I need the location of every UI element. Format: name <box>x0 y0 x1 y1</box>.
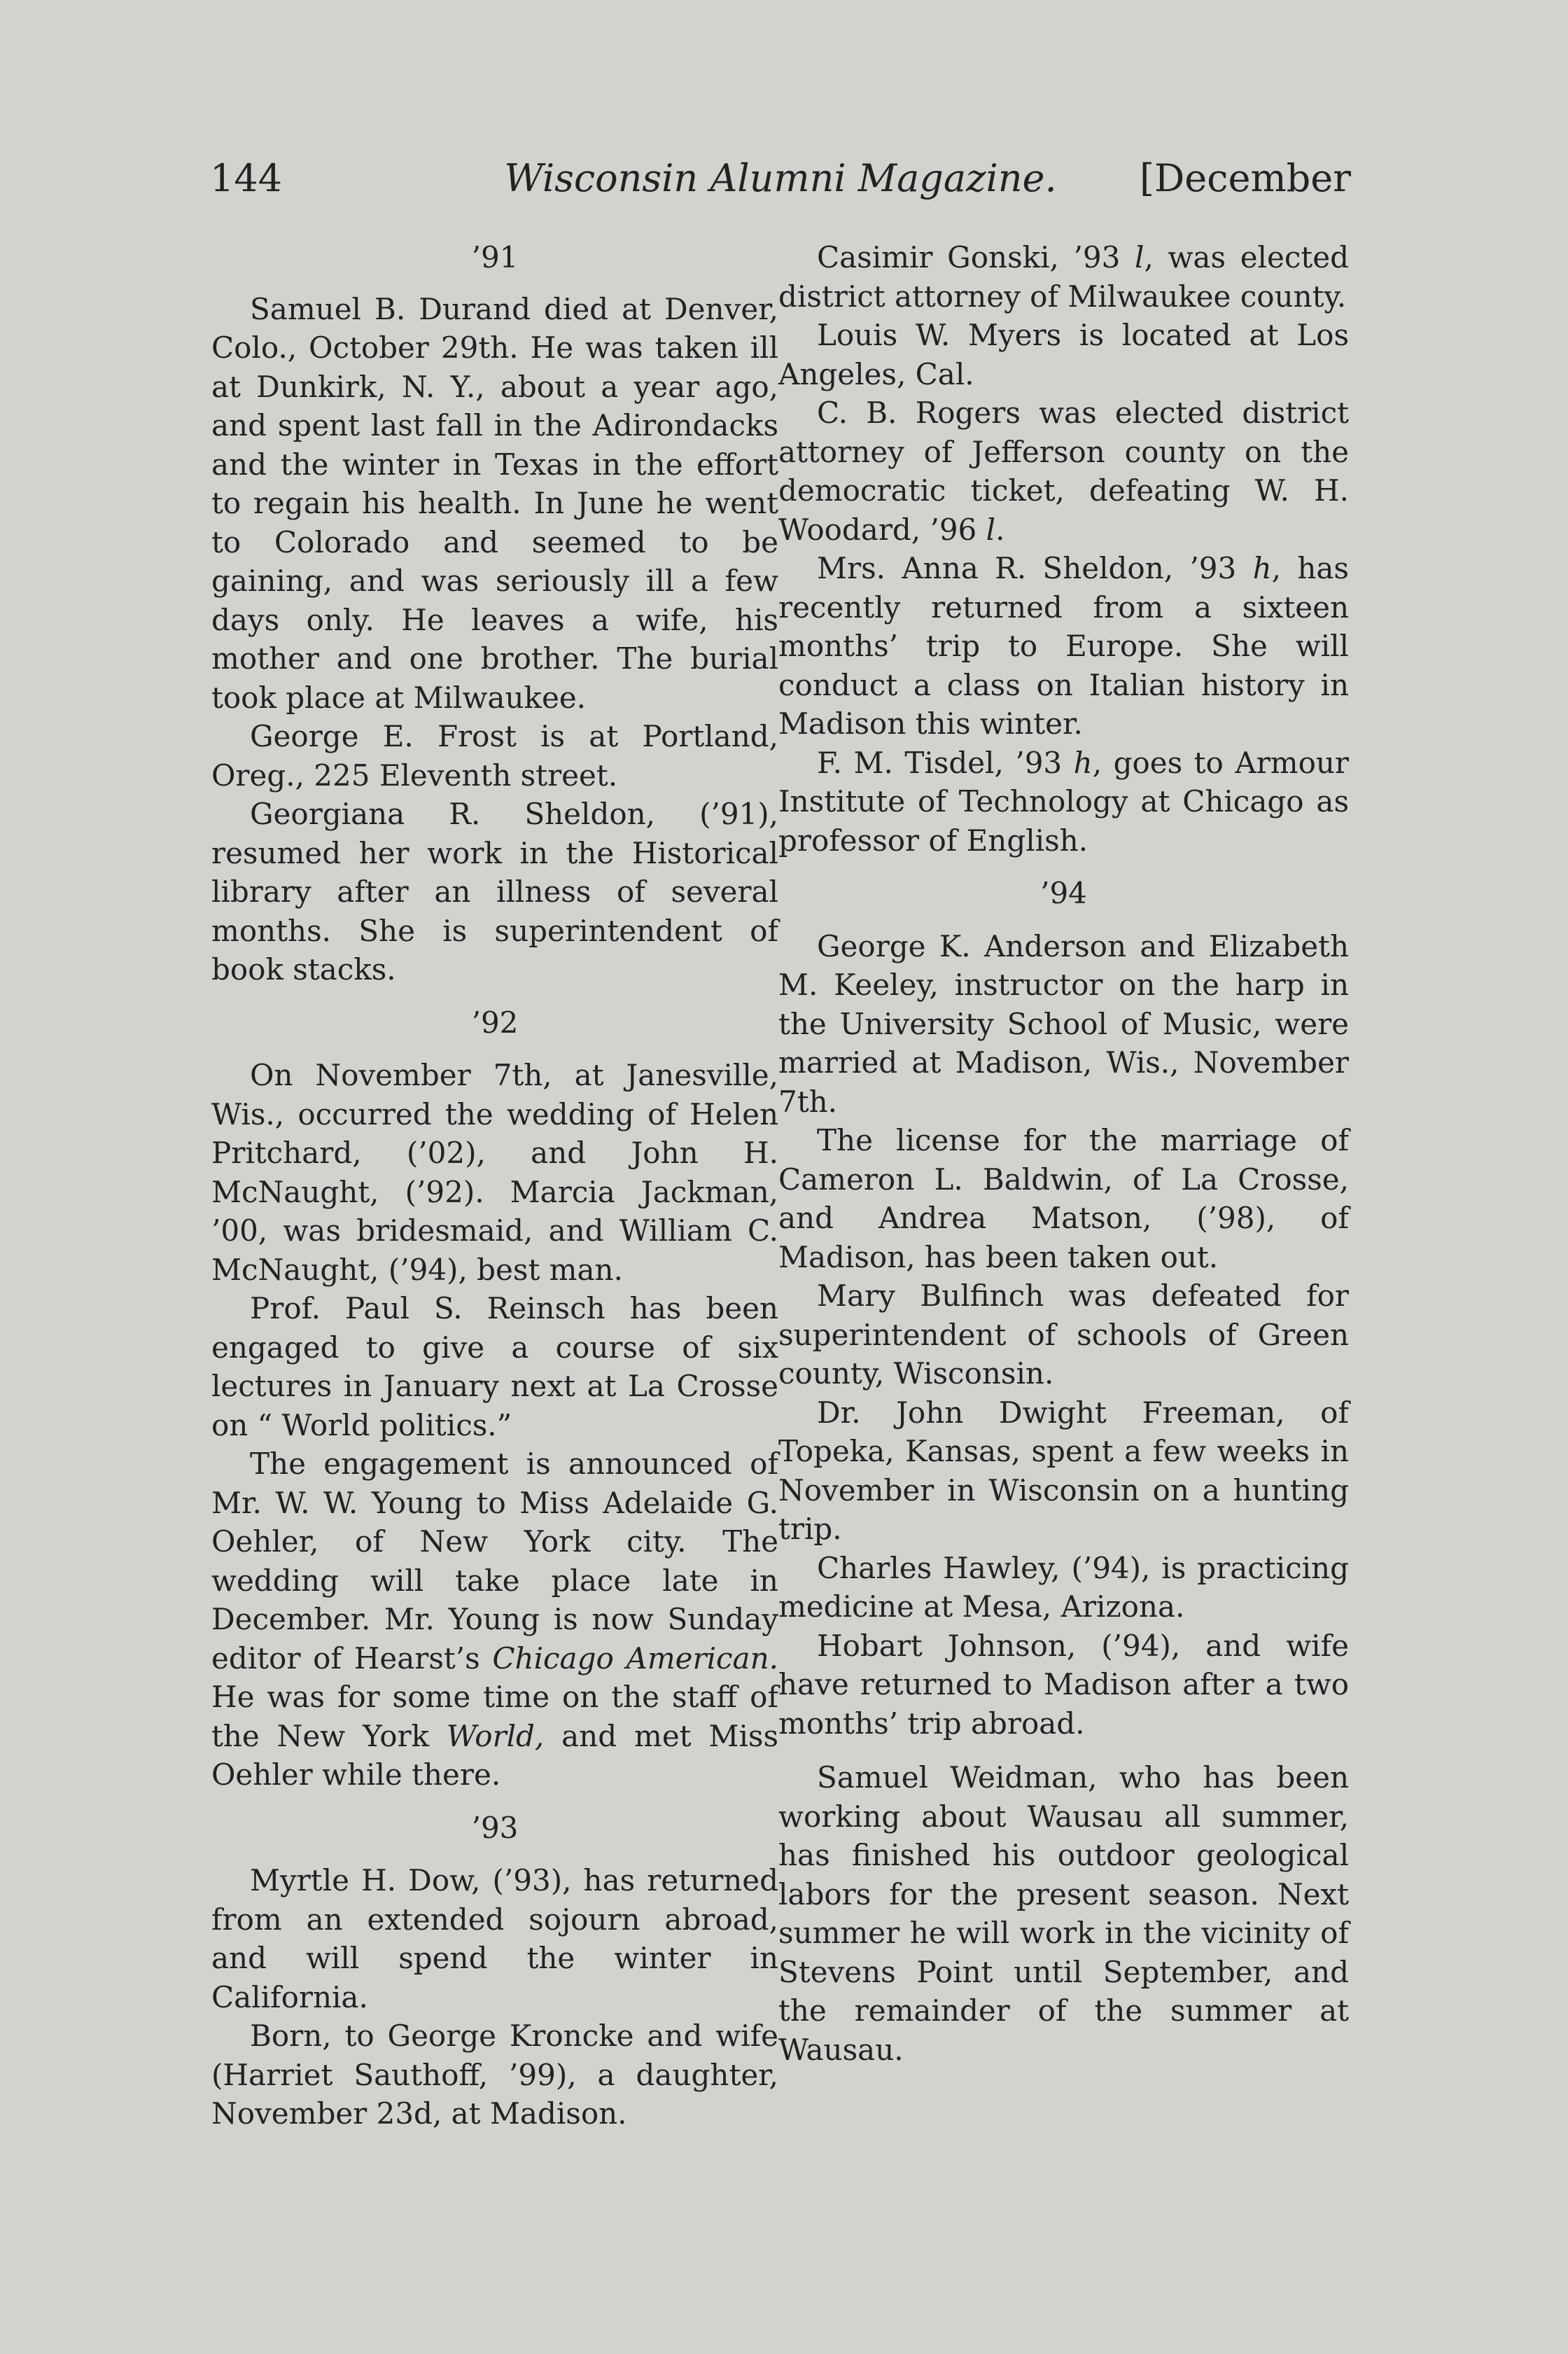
text-run: The engagement is announced of Mr. W. W. Young to Miss Adelaide G. Oehler, of New York city. The wedding will take place late in December. Mr. Young is now Sunday editor of Hearst’s <box>211 1447 778 1676</box>
text-run: Mrs. Anna R. Sheldon, ’93 <box>817 551 1253 585</box>
paragraph-gonski <box>778 238 1349 316</box>
paragraph-weidman: Samuel Weidman, who has been working about Wausau all summer, has finished his outdoor geological labors for the present season. Next summer he will work in the vicinity of Stevens Point until September, and the remainder of the summer at Wausau. <box>778 1760 1349 2067</box>
text-run: and met Miss Oehler while there. <box>211 1718 778 1792</box>
paragraph-johnson: Hobart Johnson, (’94), and wife have returned to Madison after a two months’ trip abroad. <box>778 1628 1349 1741</box>
text-run: . <box>995 512 1005 547</box>
text-run: , was elected district attorney of Milwaukee county. <box>778 240 1349 314</box>
section-heading-94: ’94 <box>1040 876 1087 910</box>
text-run: , has recently returned from a sixteen months’ trip to Europe. She will conduct a class on Italian history in Madison this winter. <box>778 551 1349 741</box>
paragraph-bulfinch: Mary Bulfinch was defeated for superintendent of schools of Green county, Wisconsin. <box>778 1279 1349 1391</box>
paragraph-kroncke-birth: Born, to George Kroncke and wife (Harriet Sauthoff, ’99), a daughter, November 23d, at Madison. <box>211 2019 778 2131</box>
paragraph-hawley: Charles Hawley, (’94), is practicing medicine at Mesa, Arizona. <box>778 1550 1349 1624</box>
italic-run: h <box>1252 551 1272 585</box>
paragraph-pritchard-wedding: On November 7th, at Janesville, Wis., occurred the wedding of Helen Pritchard, (’02), and John H. McNaught, (’92). Marcia Jackman, ’00, was bridesmaid, and William C. McNaught, (’94), best man. <box>211 1058 778 1287</box>
italic-run: l <box>1135 240 1144 274</box>
section-heading-92: ’92 <box>471 1005 519 1040</box>
text-run: F. M. Tisdel, ’93 <box>817 745 1074 780</box>
paragraph-frost: George E. Frost is at Portland, Oreg., 225 Eleventh street. <box>211 719 778 793</box>
paragraph-anderson-keeley: George K. Anderson and Elizabeth M. Keeley, instructor on the harp in the University School of Music, were married at Madison, Wis., November 7th. <box>778 928 1349 1119</box>
paragraph-tisdel <box>778 744 1349 861</box>
paragraph-anna-sheldon <box>778 549 1349 744</box>
text-run: He was for some time on the staff of the New York <box>211 1680 778 1753</box>
italic-run: Chicago American. <box>492 1641 778 1676</box>
italic-run: l <box>986 512 996 547</box>
paragraph-georgiana-sheldon: Georgiana R. Sheldon, (’91), resumed her work in the Historical library after an illness of several months. She is superintendent of book stacks. <box>211 797 778 987</box>
paragraph-reinsch: Prof. Paul S. Reinsch has been engaged to give a course of six lectures in January next at La Crosse on “ World politics.” <box>211 1291 778 1442</box>
section-heading-93: ’93 <box>471 1810 519 1845</box>
issue-month: [December <box>1139 156 1351 200</box>
paragraph-dow: Myrtle H. Dow, (’93), has returned from an extended sojourn abroad, and will spend the winter in California. <box>211 1863 778 2014</box>
paragraph-freeman: Dr. John Dwight Freeman, of Topeka, Kansas, spent a few weeks in November in Wisconsin on a hunting trip. <box>778 1395 1349 1546</box>
paragraph-durand: Samuel B. Durand died at Denver, Colo., October 29th. He was taken ill at Dunkirk, N. Y., about a year ago, and spent last fall in the Adirondacks and the winter in Texas in the effort to regain his health. In June he went to Colorado and seemed to be gaining, and was seriously ill a few days only. He leaves a wife, his mother and one brother. The burial took place at Milwaukee. <box>211 291 778 715</box>
magazine-title: Wisconsin Alumni Magazine. <box>504 156 1057 200</box>
paragraph-young-engagement <box>211 1444 778 1795</box>
italic-run: World, <box>446 1718 545 1753</box>
text-run: C. B. Rogers was elected district attorney of Jefferson county on the democratic ticket, defeating W. H. Woodard, ’96 <box>778 396 1349 547</box>
italic-run: h <box>1073 745 1093 780</box>
paragraph-rogers <box>778 394 1349 549</box>
paragraph-baldwin-matson: The license for the marriage of Cameron L. Baldwin, of La Crosse, and Andrea Matson, (’98), of Madison, has been taken out. <box>778 1123 1349 1274</box>
page-header <box>210 147 1351 210</box>
left-column <box>211 238 778 2133</box>
right-column <box>778 238 1349 2069</box>
text-run: Casimir Gonski, ’93 <box>817 240 1135 274</box>
page-number: 144 <box>210 156 283 200</box>
section-heading-91: ’91 <box>471 240 519 274</box>
paragraph-myers: Louis W. Myers is located at Los Angeles, Cal. <box>778 318 1349 391</box>
text-run: , goes to Armour Institute of Technology at Chicago as professor of English. <box>778 745 1350 858</box>
